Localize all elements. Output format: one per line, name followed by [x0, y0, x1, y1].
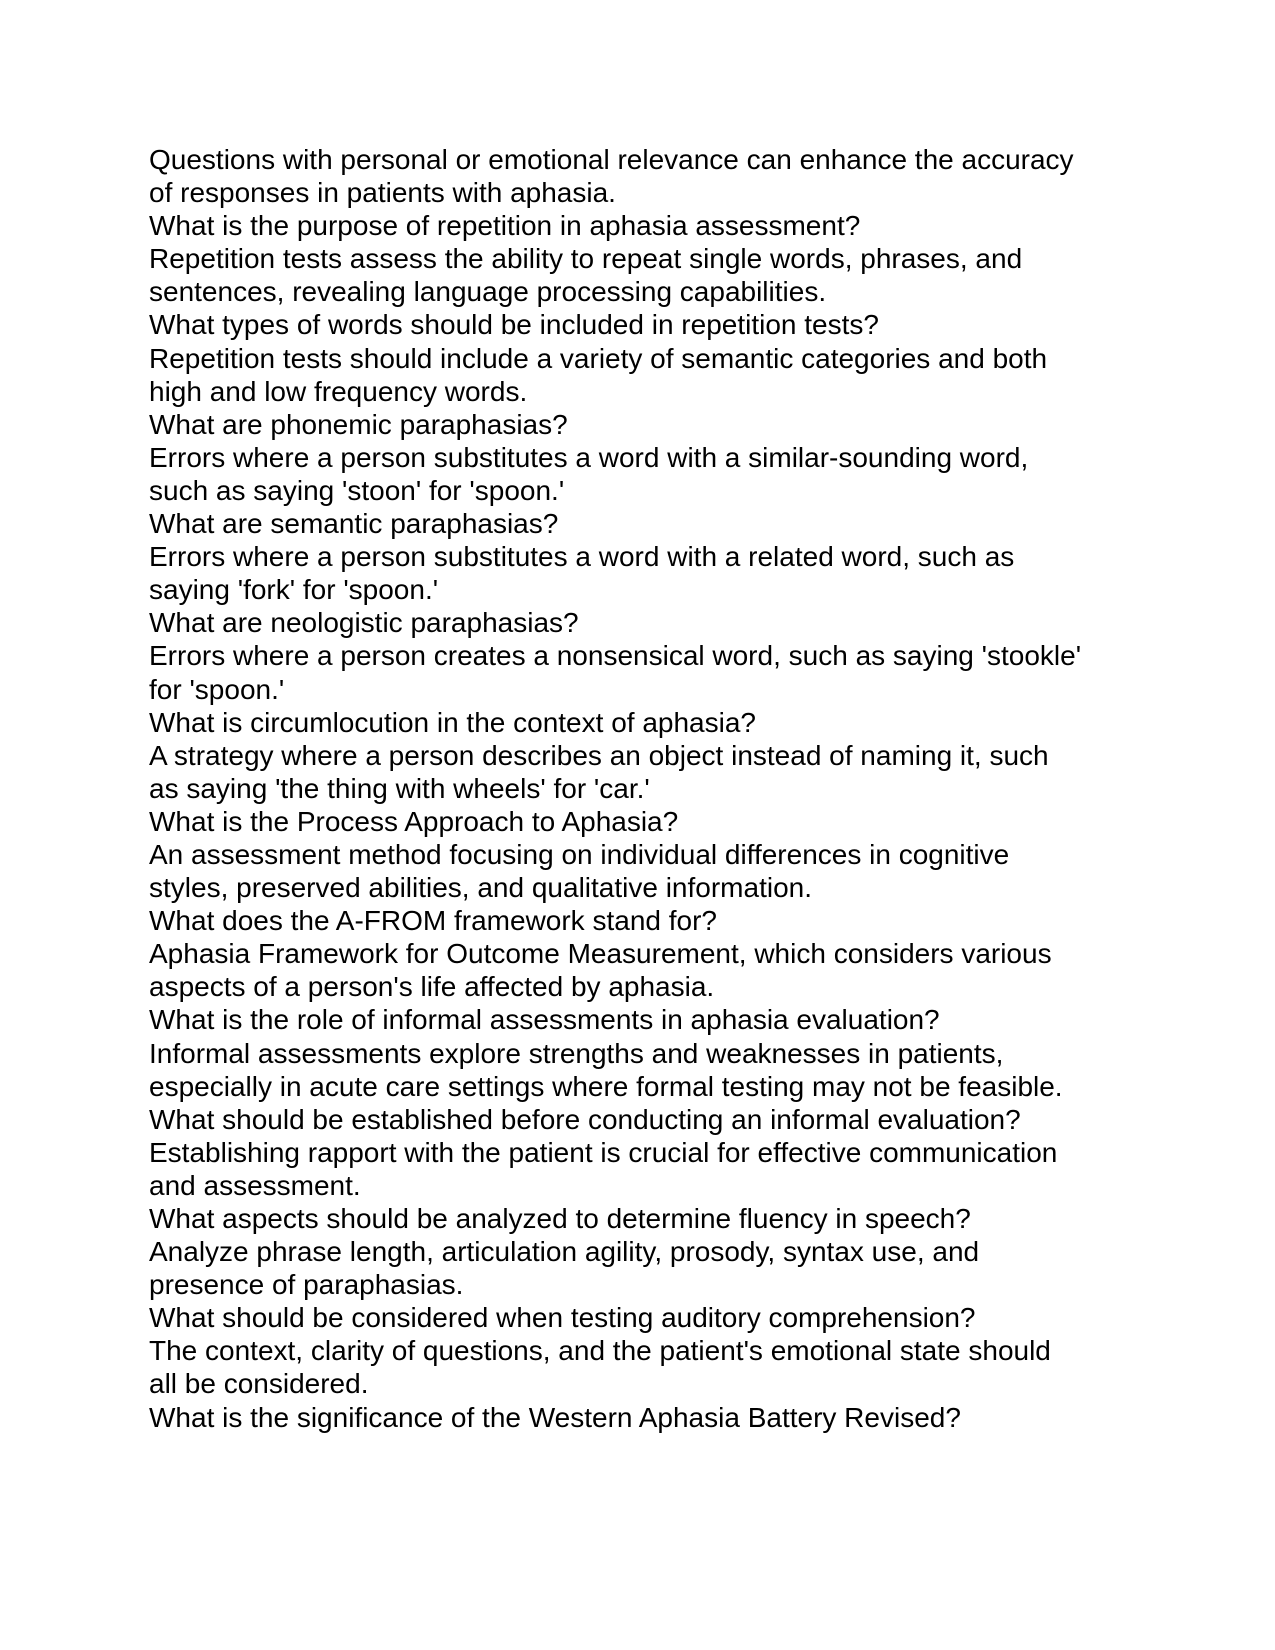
question-line: What is the Process Approach to Aphasia? [149, 805, 679, 837]
answer-line: styles, preserved abilities, and qualitative information. [149, 872, 813, 904]
text-line: Questions with personal or emotional relevance can enhance the accuracy [149, 144, 1074, 175]
answer-line: Repetition tests should include a variety of semantic categories and both [149, 342, 1048, 374]
answer-line: saying 'fork' for 'spoon.' [149, 574, 439, 606]
answer-line: such as saying 'stoon' for 'spoon.' [149, 474, 565, 506]
answer-line: Establishing rapport with the patient is crucial for effective communication [149, 1136, 1058, 1168]
answer-line: Analyze phrase length, articulation agility, prosody, syntax use, and [149, 1236, 980, 1268]
answer-line: Repetition tests assess the ability to repeat single words, phrases, and [149, 243, 1023, 275]
answer-line: especially in acute care settings where formal testing may not be feasible. [149, 1070, 1063, 1102]
answer-line: for 'spoon.' [149, 673, 285, 705]
question-line: What types of words should be included in repetition tests? [149, 309, 879, 341]
document-text [149, 143, 1149, 1434]
answer-line: sentences, revealing language processing capabilities. [149, 276, 827, 308]
question-line: What is the role of informal assessments in aphasia evaluation? [149, 1004, 940, 1036]
question-line: What are neologistic paraphasias? [149, 607, 579, 639]
question-line: What is circumlocution in the context of aphasia? [149, 706, 756, 738]
answer-line: all be considered. [149, 1368, 369, 1400]
answer-line: Errors where a person substitutes a word with a related word, such as [149, 541, 1015, 573]
answer-line: An assessment method focusing on individual differences in cognitive [149, 838, 1010, 870]
answer-line: Aphasia Framework for Outcome Measurement, which considers various [149, 938, 1052, 970]
answer-line: Errors where a person creates a nonsensical word, such as saying 'stookle' [149, 640, 1082, 672]
question-line: What should be established before conducting an informal evaluation? [149, 1103, 1021, 1135]
question-line: What should be considered when testing auditory comprehension? [149, 1302, 976, 1334]
answer-line: A strategy where a person describes an object instead of naming it, such [149, 739, 1049, 771]
question-line: What aspects should be analyzed to determine fluency in speech? [149, 1203, 971, 1234]
answer-line: Informal assessments explore strengths and weaknesses in patients, [149, 1037, 1004, 1069]
answer-line: high and low frequency words. [149, 375, 528, 407]
answer-line: aspects of a person's life affected by aphasia. [149, 971, 715, 1003]
answer-line: The context, clarity of questions, and the patient's emotional state should [149, 1335, 1051, 1367]
answer-line: presence of paraphasias. [149, 1269, 464, 1301]
text-line: of responses in patients with aphasia. [149, 177, 616, 209]
question-line: What does the A-FROM framework stand for? [149, 905, 717, 937]
answer-line: and assessment. [149, 1169, 361, 1201]
question-line: What are semantic paraphasias? [149, 508, 559, 540]
answer-line: Errors where a person substitutes a word with a similar-sounding word, [149, 441, 1029, 473]
answer-line: as saying 'the thing with wheels' for 'car.' [149, 772, 650, 804]
question-line: What are phonemic paraphasias? [149, 408, 568, 440]
question-line: What is the significance of the Western Aphasia Battery Revised? [149, 1401, 961, 1433]
question-line: What is the purpose of repetition in aphasia assessment? [149, 210, 861, 242]
